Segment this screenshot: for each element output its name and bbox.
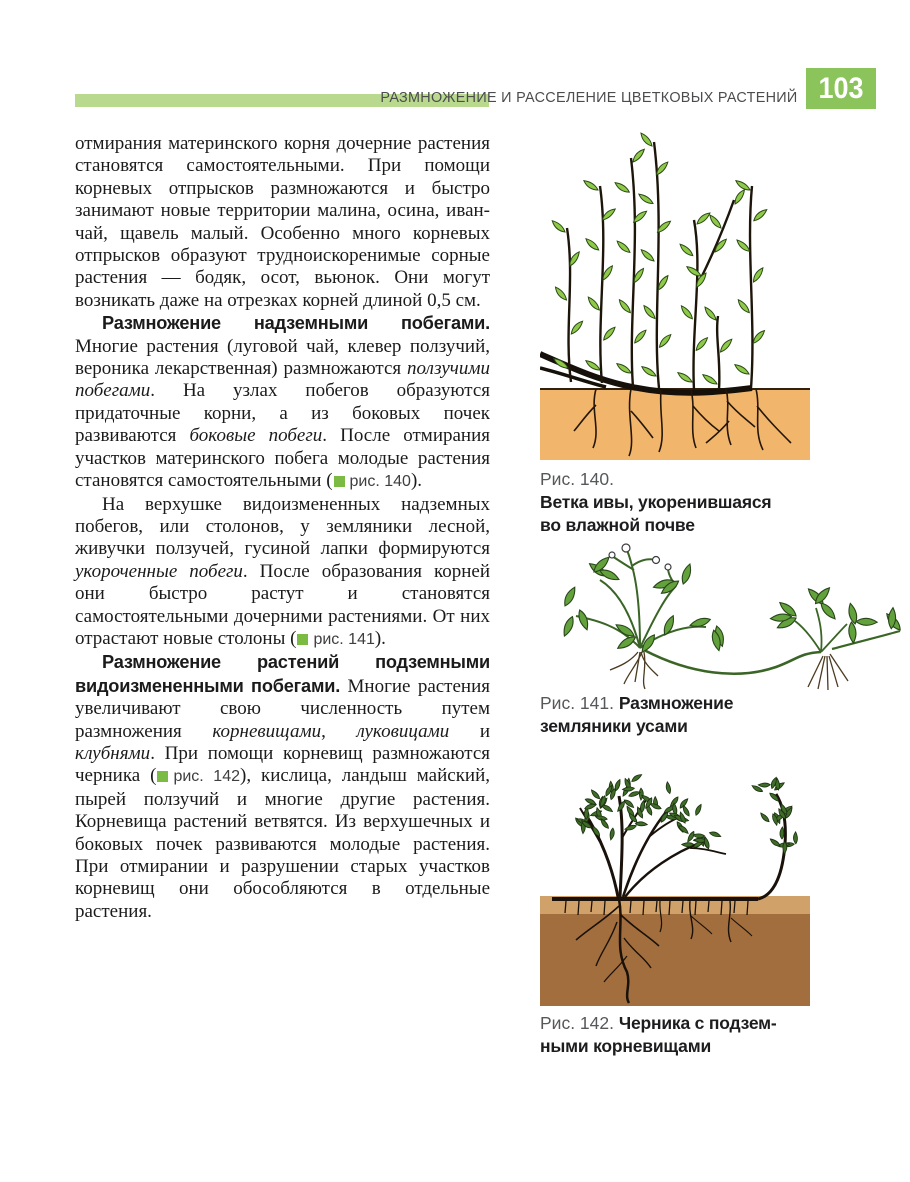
figure-label: Рис. 141. <box>540 693 619 713</box>
figure-141-strawberry-runner-illustration <box>540 540 906 690</box>
figure-label: Рис. 140. <box>540 469 614 489</box>
running-head: РАЗМНОЖЕНИЕ И РАССЕЛЕНИЕ ЦВЕТКОВЫХ РАСТЕНИЙ <box>380 89 798 106</box>
paragraph: отмирания материнского корня дочерние растения становятся самостоятельными. При помощи корневых отпрысков размножаются и быстро занимают новые территории малина, осина, иван-чай, щавель малый. Особенно много корневых отпрысков образуют трудноискоренимые сорные растения — бодяк, осот, вьюнок. Они могут возникать даже на отрезках корней длиной 0,5 см. <box>75 133 490 311</box>
runner-stolon <box>644 631 900 674</box>
mother-plant-roots <box>610 652 658 689</box>
figure-title: Ветка ивы, укоренившаяся во влажной почве <box>540 492 772 535</box>
figure-reference: рис. 141 <box>296 631 374 648</box>
figure-marker-icon <box>297 634 308 645</box>
figure-caption <box>540 468 850 537</box>
daughter-plant-roots <box>808 654 848 690</box>
figure-reference: рис. 142 <box>156 768 240 785</box>
paragraph: Размножение надземными побегами. Многие растения (луговой чай, клевер ползучий, вероника лекарственная) размножаются ползучими побегами. На узлах побегов образуются придаточные корни, а из боковых почек развиваются боковые побеги. После отмирания участков материнского побега молодые растения становятся самостоятельными ( рис. 140). <box>75 313 491 492</box>
paragraph: На верхушке видоизмененных надземных побегов, или столонов, у земляники лесной, живучки ползучей, гусиной лапки формируются укороченные побеги. После образования корней они быстро растут и становятся самостоятельными дочерними растениями. От них отрастают новые столоны ( рис. 141). <box>75 493 490 649</box>
paragraph: Размножение растений подземными видоизмененными побегами. Многие растения увеличивают свою численность путем размножения корневищами, луковицами и клубнями. При помощи корневищ размножаются черника ( рис. 142), кислица, ландыш майский, пырей ползучий и многие другие растения. Корневища растений ветвятся. Из верхушечных и боковых почек развиваются молодые растения. При отмирании и разрушении старых участков корневищ они обособляются в отдельные растения. <box>75 652 491 922</box>
figure-reference: рис. 140 <box>333 473 411 490</box>
figure-140-willow-branch-illustration <box>540 130 810 460</box>
mother-plant-stems <box>576 548 706 648</box>
figure-title: Размножение земляники усами <box>540 693 734 736</box>
page-number: 103 <box>818 71 864 105</box>
figure-142-blueberry-rhizome-illustration <box>540 756 810 1006</box>
figure-marker-icon <box>334 476 345 487</box>
figure-caption <box>540 692 850 738</box>
shoots <box>567 142 752 390</box>
article <box>75 133 490 923</box>
page-number-badge <box>806 68 876 109</box>
daughter-plant-stems <box>795 608 847 652</box>
figure-label: Рис. 142. <box>540 1013 619 1033</box>
flowers <box>609 544 671 570</box>
figure-title: Черника с подзем- ными корневищами <box>540 1013 777 1056</box>
figure-marker-icon <box>157 771 168 782</box>
figure-caption <box>540 1012 850 1058</box>
